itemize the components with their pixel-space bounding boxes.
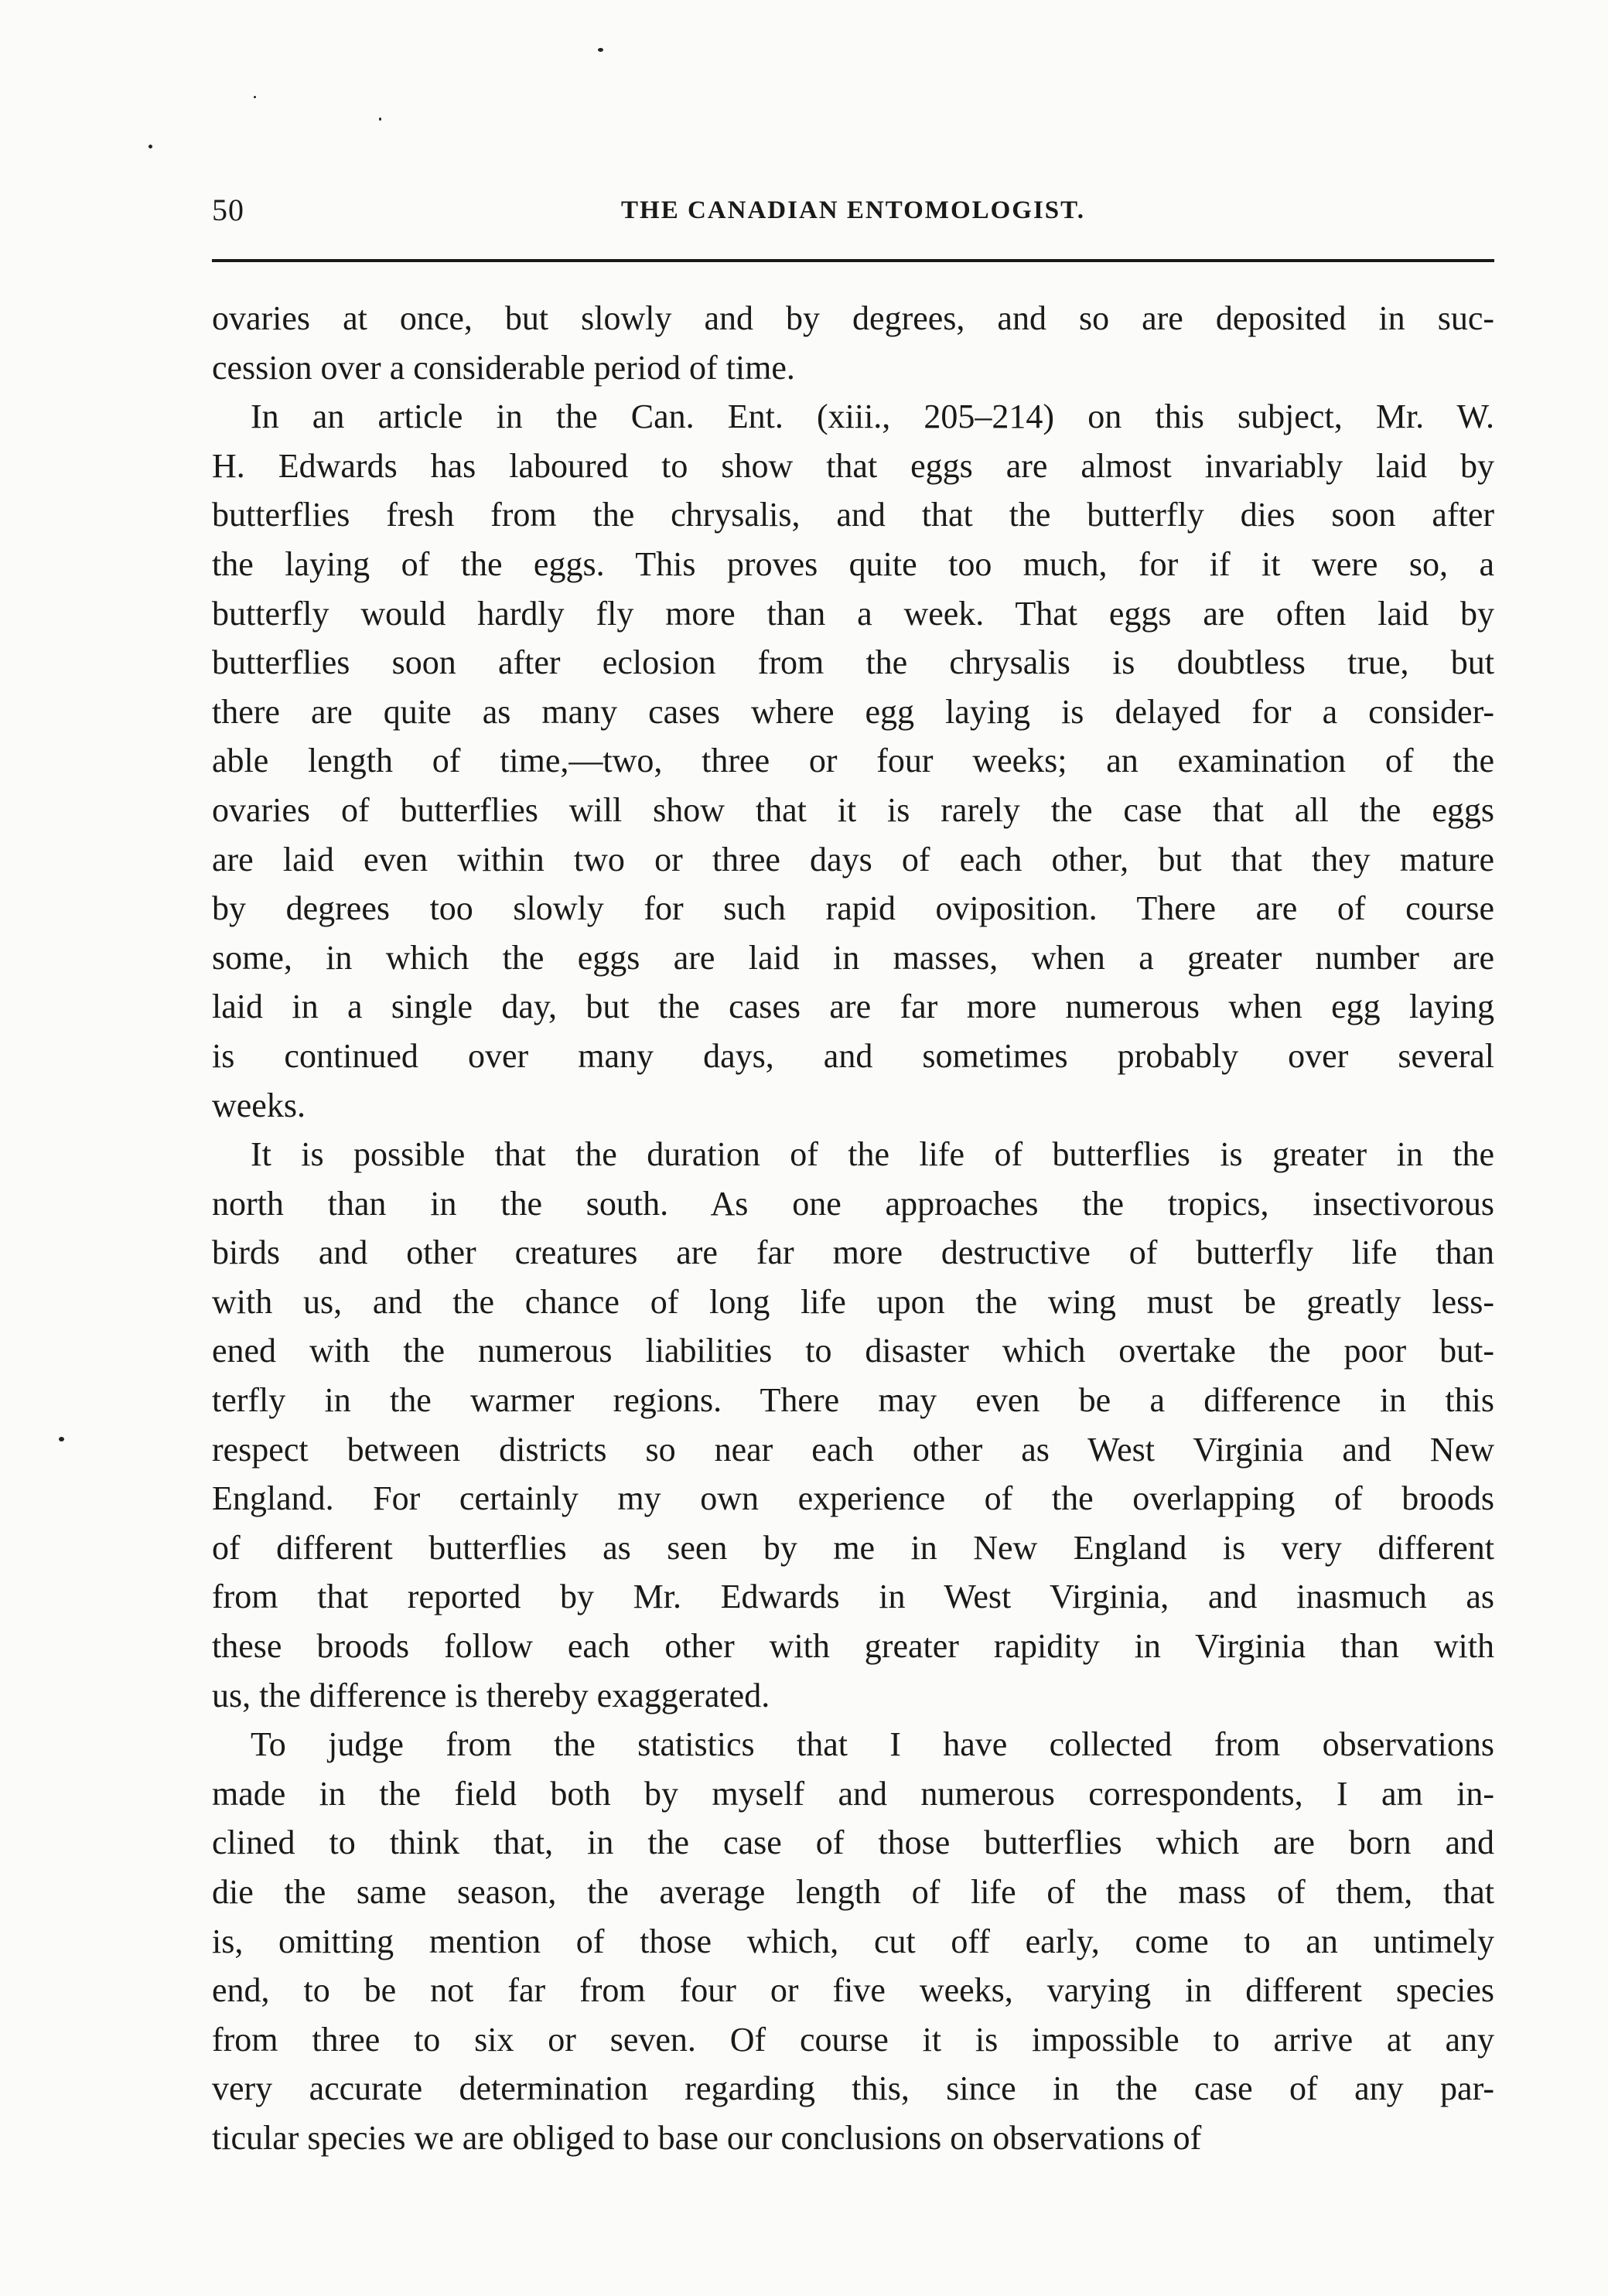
ink-speck bbox=[379, 118, 381, 121]
text-line: birds and other creatures are far more destructive of butterfly life than bbox=[212, 1233, 1494, 1272]
text-line: are laid even within two or three days of each other, but that they mature bbox=[212, 840, 1494, 878]
ink-speck bbox=[149, 145, 152, 148]
running-head: THE CANADIAN ENTOMOLOGIST. bbox=[621, 196, 1085, 224]
text-line: ticular species we are obliged to base our conclusions on observations of bbox=[212, 2118, 1202, 2157]
ink-speck bbox=[254, 96, 256, 98]
text-line: is, omitting mention of those which, cut off early, come to an untimely bbox=[212, 1922, 1494, 1960]
text-line: is continued over many days, and sometimes probably over several bbox=[212, 1036, 1494, 1075]
header-rule bbox=[212, 259, 1494, 262]
text-line: with us, and the chance of long life upon the wing must be greatly less- bbox=[212, 1282, 1494, 1321]
text-line: made in the field both by myself and numerous correspondents, I am in- bbox=[212, 1774, 1494, 1813]
body-text bbox=[212, 294, 1494, 2163]
text-line: ened with the numerous liabilities to disaster which overtake the poor but- bbox=[212, 1332, 1494, 1370]
page-number: 50 bbox=[212, 193, 244, 227]
text-line: by degrees too slowly for such rapid oviposition. There are of course bbox=[212, 889, 1494, 928]
text-line: die the same season, the average length of life of the mass of them, that bbox=[212, 1873, 1494, 1911]
text-line: of different butterflies as seen by me in New England is very different bbox=[212, 1528, 1494, 1567]
text-line: ovaries of butterflies will show that it is rarely the case that all the eggs bbox=[212, 790, 1494, 829]
text-line: the laying of the eggs. This proves quite too much, for if it were so, a bbox=[212, 544, 1494, 583]
text-line: north than in the south. As one approaches the tropics, insectivorous bbox=[212, 1184, 1494, 1223]
text-line: able length of time,—two, three or four weeks; an examination of the bbox=[212, 742, 1494, 780]
paragraph bbox=[212, 294, 1494, 392]
text-line: butterfly would hardly fly more than a week. That eggs are often laid by bbox=[212, 594, 1494, 633]
text-line: It is possible that the duration of the life of butterflies is greater in the bbox=[251, 1135, 1494, 1174]
text-line: terfly in the warmer regions. There may even be a difference in this bbox=[212, 1381, 1494, 1420]
text-line: these broods follow each other with greater rapidity in Virginia than with bbox=[212, 1627, 1494, 1666]
ink-speck bbox=[59, 1437, 64, 1441]
text-line: clined to think that, in the case of those butterflies which are born and bbox=[212, 1823, 1494, 1862]
text-line: from that reported by Mr. Edwards in West Virginia, and inasmuch as bbox=[212, 1578, 1494, 1616]
text-line: respect between districts so near each other as West Virginia and New bbox=[212, 1430, 1494, 1469]
text-line: cession over a considerable period of time. bbox=[212, 348, 795, 387]
text-line: end, to be not far from four or five weeks, varying in different species bbox=[212, 1971, 1494, 2010]
text-line: ovaries at once, but slowly and by degrees, and so are deposited in suc- bbox=[212, 299, 1494, 337]
text-line: To judge from the statistics that I have collected from observations bbox=[251, 1725, 1494, 1764]
text-line: some, in which the eggs are laid in masses, when a greater number are bbox=[212, 938, 1494, 977]
text-line: us, the difference is thereby exaggerated. bbox=[212, 1676, 770, 1714]
paragraph bbox=[212, 392, 1494, 1130]
text-line: very accurate determination regarding this, since in the case of any par- bbox=[212, 2069, 1494, 2108]
text-line: weeks. bbox=[212, 1086, 306, 1124]
text-line: In an article in the Can. Ent. (xiii., 205–214) on this subject, Mr. W. bbox=[251, 397, 1494, 436]
page-header bbox=[212, 192, 1494, 238]
paragraph bbox=[212, 1130, 1494, 1720]
text-line: H. Edwards has laboured to show that eggs are almost invariably laid by bbox=[212, 446, 1494, 485]
text-line: butterflies soon after eclosion from the chrysalis is doubtless true, but bbox=[212, 643, 1494, 682]
ink-speck bbox=[598, 48, 603, 52]
text-line: there are quite as many cases where egg laying is delayed for a consider- bbox=[212, 692, 1494, 731]
text-line: butterflies fresh from the chrysalis, and that the butterfly dies soon after bbox=[212, 496, 1494, 534]
text-line: England. For certainly my own experience of the overlapping of broods bbox=[212, 1479, 1494, 1518]
text-line: laid in a single day, but the cases are far more numerous when egg laying bbox=[212, 988, 1494, 1026]
text-line: from three to six or seven. Of course it is impossible to arrive at any bbox=[212, 2020, 1494, 2059]
paragraph bbox=[212, 1720, 1494, 2162]
